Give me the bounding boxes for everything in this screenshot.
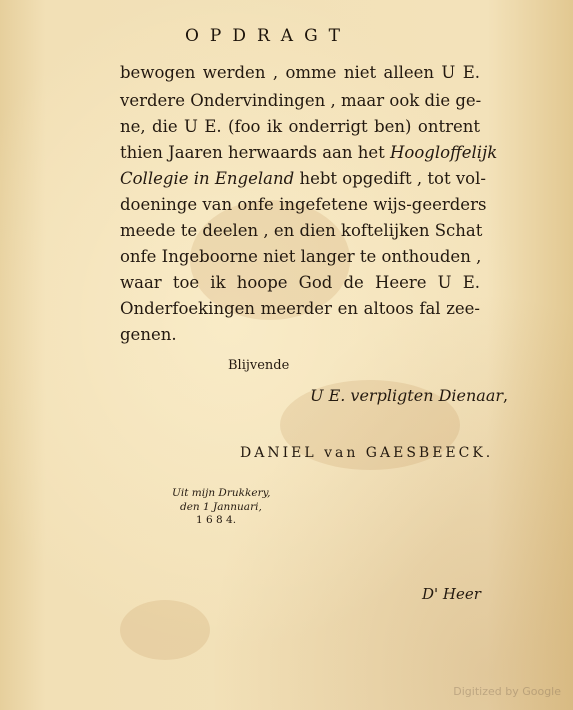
text-line: ne, die U E. (foo ik onderrigt ben) ontrent — [120, 117, 480, 136]
imprint-line: Uit mijn Drukkery, — [172, 487, 271, 499]
closing-servant — [310, 386, 508, 405]
text-segment: hebt opgedift , tot vol- — [299, 169, 486, 188]
catchword: D' Heer — [422, 585, 481, 603]
text-segment: thien Jaaren herwaards aan het — [120, 143, 385, 162]
imprint-year: 1 6 8 4. — [196, 514, 237, 526]
text-line — [120, 166, 486, 192]
paper-stain — [120, 600, 210, 660]
text-line: genen. — [120, 325, 177, 344]
text-line: verdere Ondervindingen , maar ook die ge- — [120, 91, 482, 110]
text-line: waar toe ik hoope God de Heere U E. — [120, 273, 480, 292]
running-head: OPDRAGT — [185, 26, 352, 46]
closing-blijvende: Blijvende — [228, 358, 290, 373]
text-segment: , — [503, 386, 509, 405]
signature: DANIEL van GAESBEECK. — [240, 445, 494, 461]
imprint-line: den 1 Jannuari, — [180, 501, 262, 513]
italic-text: U E. verpligten Dienaar — [310, 386, 504, 405]
italic-text: Collegie in Engeland — [120, 169, 295, 188]
text-line: meede te deelen , en dien koftelijken Schat — [120, 221, 483, 240]
text-line: onfe Ingeboorne niet langer te onthouden , — [120, 247, 482, 266]
text-line: bewogen werden , omme niet alleen U E. — [120, 63, 480, 82]
text-line: Onderfoekingen meerder en altoos fal zee- — [120, 299, 480, 318]
text-line — [120, 140, 498, 166]
italic-text: Hoogloffelijk — [390, 143, 498, 162]
text-line: doeninge van onfe ingefetene wijs-geerders — [120, 195, 487, 214]
digitization-watermark: Digitized by Google — [453, 685, 561, 698]
